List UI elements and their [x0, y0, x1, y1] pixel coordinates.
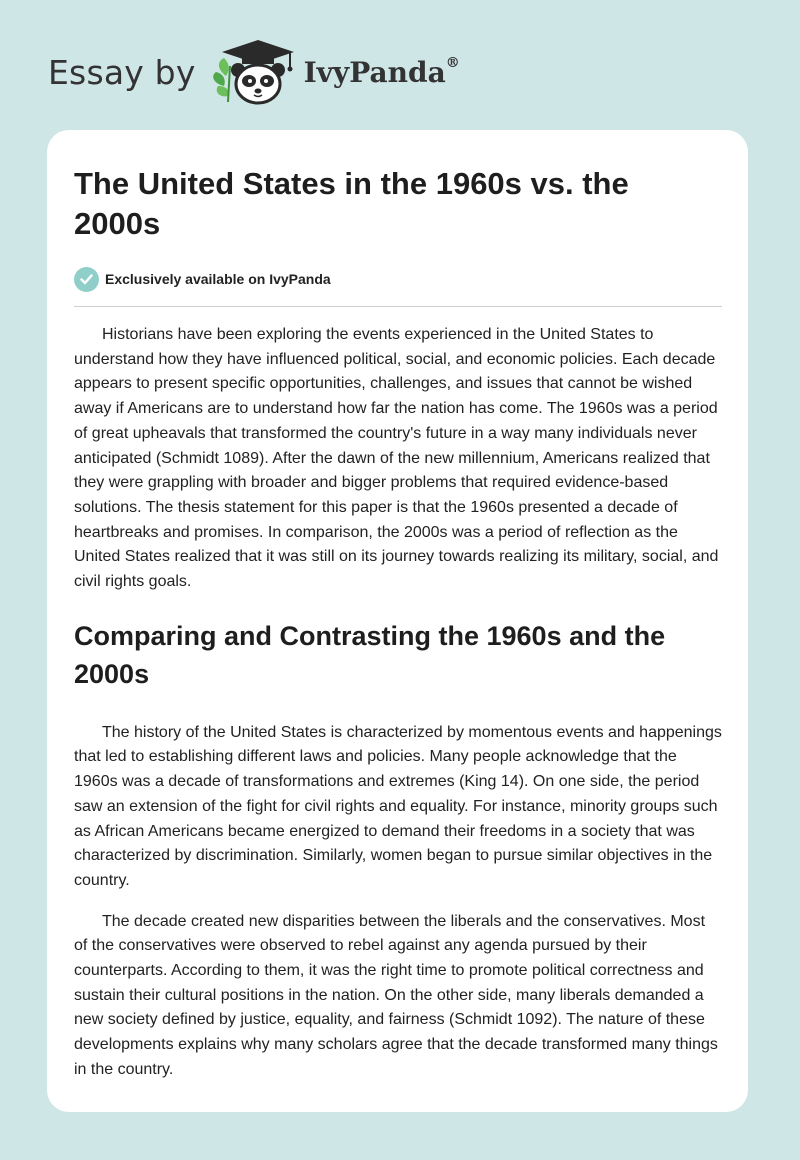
- exclusive-badge-label: Exclusively available on IvyPanda: [105, 271, 331, 287]
- intro-paragraph: Historians have been exploring the events experienced in the United States to understand how they have influenced political, social, and economic policies. Each decade appears to present specific opportunities, challenges, and issues that cannot be wished away if Americans are to understand how far the nation has come. The 1960s was a period of great upheavals that transformed the country's future in a way many individuals never anticipated (Schmidt 1089). After the dawn of the new millennium, Americans realized that they were grappling with broader and bigger problems that required evidence-based solutions. The thesis statement for this paper is that the 1960s presented a decade of heartbreaks and promises. In comparison, the 2000s was a period of reflection as the United States realized that it was still on its journey towards realizing its military, social, and civil rights goals.: [74, 326, 719, 591]
- check-circle-icon: [74, 267, 99, 292]
- site-header: [48, 36, 460, 108]
- body-paragraph: The history of the United States is characterized by momentous events and happenings that led to establishing different laws and policies. Many people acknowledge that the 1960s was a decade of transformations and extremes (King 14). On one side, the period saw an extension of the fight for civil rights and equality. For instance, minority groups such as African Americans became energized to demand their freedoms in a society that was characterized by discrimination. Similarly, women began to pursue similar objectives in the country.: [74, 723, 722, 889]
- registered-mark: ®: [445, 55, 460, 72]
- panda-graduation-cap-icon: [208, 36, 300, 108]
- section-heading: Comparing and Contrasting the 1960s and the 2000s: [74, 620, 666, 689]
- essay-card: [47, 130, 748, 1112]
- brand-name: IvyPanda®: [303, 55, 460, 89]
- body-paragraph: The decade created new disparities between the liberals and the conservatives. Most of the conservatives were observed to rebel against any agenda pursued by their counterparts. According to them, it was the right time to promote political correctness and sustain their cultural positions in the nation. On the other side, many liberals demanded a new society defined by justice, equality, and fairness (Schmidt 1092). The nature of these developments explains why many scholars agree that the decade transformed many things in the country.: [74, 912, 718, 1078]
- brand-prefix: Essay by: [48, 52, 196, 92]
- essay-title: The United States in the 1960s vs. the 2000s: [74, 166, 629, 241]
- exclusive-badge: [74, 266, 722, 292]
- divider: [74, 306, 722, 307]
